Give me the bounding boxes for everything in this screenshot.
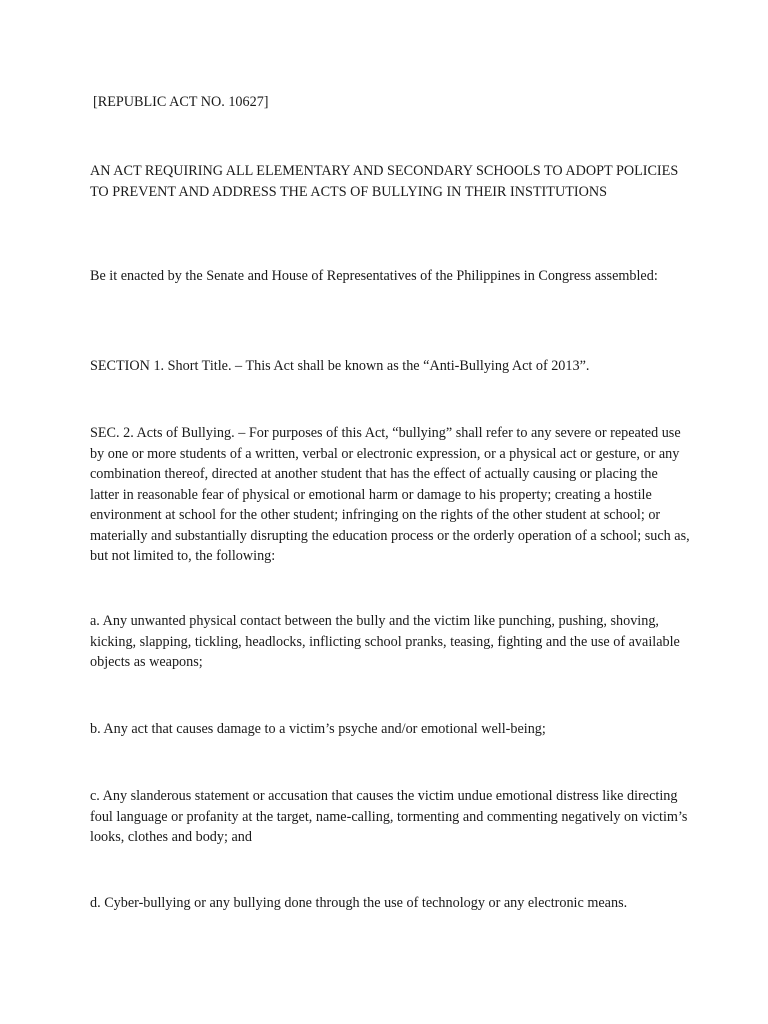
section-1-short-title: SECTION 1. Short Title. – This Act shall be known as the “Anti-Bullying Act of 2013”. — [90, 358, 590, 374]
enacting-clause: Be it enacted by the Senate and House of Representatives of the Philippines in Congress assembled: — [90, 268, 658, 284]
act-title: AN ACT REQUIRING ALL ELEMENTARY AND SECONDARY SCHOOLS TO ADOPT POLICIES TO PREVENT AND ADDRESS THE ACTS OF BULLYING IN THEIR INSTITUTIONS — [90, 163, 679, 200]
act-reference: [REPUBLIC ACT NO. 10627] — [93, 94, 269, 110]
section-2-acts-of-bullying: SEC. 2. Acts of Bullying. – For purposes of this Act, “bullying” shall refer to any severe or repeated use by one or more students of a written, verbal or electronic expression, or a physical act or gesture, or any combination thereof, directed at another student that has the effect of actually causing or placing the latter in reasonable fear of physical or emotional harm or damage to his property; creating a hostile environment at school for the other student; infringing on the rights of the other student at school; or materially and substantially disrupting the education process or the orderly operation of a school; such as, but not limited to, the following: — [90, 425, 690, 564]
list-item-c: c. Any slanderous statement or accusation that causes the victim undue emotional distress like directing foul language or profanity at the target, name-calling, tormenting and commenting negatively on victim’s looks, clothes and body; and — [90, 788, 688, 845]
list-item-d: d. Cyber-bullying or any bullying done through the use of technology or any electronic means. — [90, 895, 628, 911]
list-item-a: a. Any unwanted physical contact between the bully and the victim like punching, pushing, shoving, kicking, slapping, tickling, headlocks, inflicting school pranks, teasing, fighting and the use of available objects as weapons; — [90, 613, 680, 670]
document-page — [90, 0, 690, 1024]
list-item-b: b. Any act that causes damage to a victim’s psyche and/or emotional well-being; — [90, 721, 546, 737]
